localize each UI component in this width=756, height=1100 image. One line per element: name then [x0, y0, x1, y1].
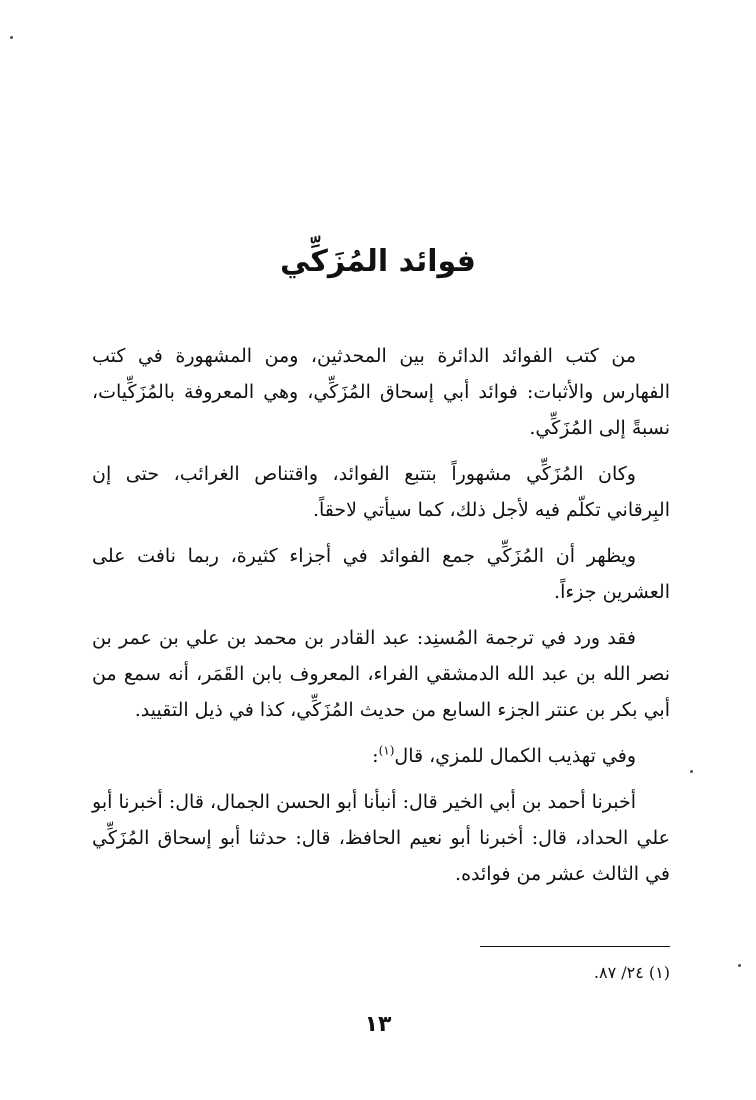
footnote-marker: (١): [378, 743, 395, 758]
page-title: فوائد المُزَكِّي: [280, 244, 476, 279]
paragraph-3: ويظهر أن المُزَكِّي جمع الفوائد في أجزاء كثيرة، ربما نافت على العشرين جزءاً.: [92, 545, 670, 603]
paragraph-2: وكان المُزَكِّي مشهوراً بتتبع الفوائد، واقتناص الغرائب، حتى إن البِرقاني تكلّم فيه لأجل ذلك، كما سيأتي لاحقاً.: [92, 463, 670, 521]
paragraph-1: من كتب الفوائد الدائرة بين المحدثين، ومن المشهورة في كتب الفهارس والأثبات: فوائد أبي إسحاق المُزَكِّي، وهي المعروفة بالمُزَكِّيات، نسبةً إلى المُزَكِّي.: [92, 345, 670, 439]
footnote-divider: [480, 946, 670, 947]
paragraph-5-text: وفي تهذيب الكمال للمزي، قال: [394, 745, 636, 767]
scan-speck: [10, 36, 13, 39]
paragraph-4: فقد ورد في ترجمة المُسنِد: عبد القادر بن محمد بن علي بن عمر بن نصر الله بن عبد الله الدمشقي الفراء، المعروف بابن القَمَر، أنه سمع من أبي بكر بن عنتر الجزء السابع من حديث المُزَكِّي، كذا في ذيل التقييد.: [92, 627, 670, 721]
paragraph-6: أخبرنا أحمد بن أبي الخير قال: أنبأنا أبو الحسن الجمال، قال: أخبرنا أبو علي الحداد، قال: أخبرنا أبو نعيم الحافظ، قال: حدثنا أبو إسحاق المُزَكِّي في الثالث عشر من فوائده.: [92, 791, 670, 885]
footnote: (١) ٢٤/ ٨٧.: [593, 963, 670, 982]
scan-speck: [690, 770, 693, 773]
body-text: [92, 338, 670, 902]
paragraph-5: [92, 738, 670, 774]
page-number: ١٣: [364, 1012, 392, 1037]
scan-speck: [738, 964, 741, 967]
paragraph-5-colon: :: [372, 745, 379, 767]
